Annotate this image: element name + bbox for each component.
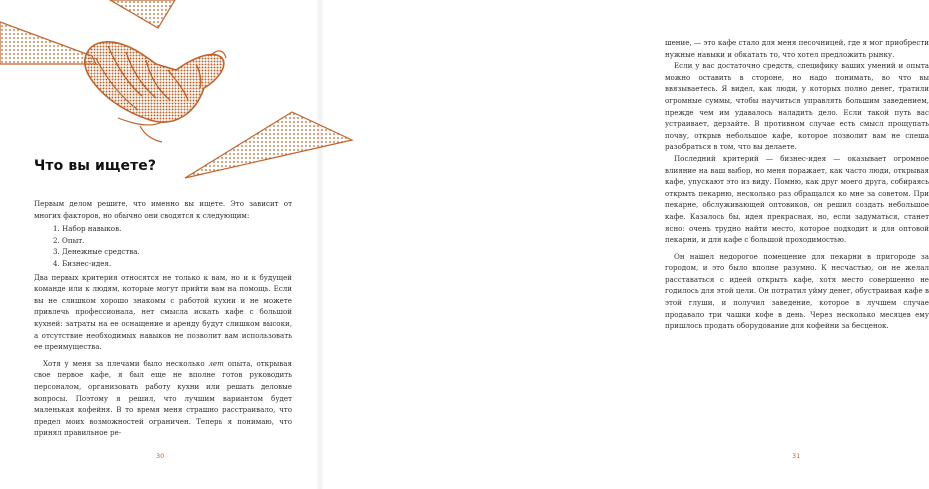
paragraph: Если у вас достаточно средств, специфику ваших умений и опыта можно оставить в стороне, но надо понимать, во что вы ввязываетесь. Я видел, как люди, у которых полно денег, тратили огромные суммы, чтобы научиться управлять большим заведением, прежде чем им удавалось наладить дело. Если такой путь вас устраивает, дерзайте. В противном случае есть смысл прощупать почву, открыв небольшое кафе, которое позволит вам не спеша разобраться в том, что вы делаете. [665,61,929,152]
intro-paragraph: Первым делом решите, что именно вы ищете. Это зависит от многих факторов, но обычно они сводятся к следующим: [34,199,292,220]
section-heading: Что вы ищете? [34,158,157,174]
paragraph: Последний критерий — бизнес-идея — оказывает огромное влияние на ваш выбор, но меня поражает, как часто люди, открывая кафе, упускают это из виду. Помню, как друг моего друга, собираясь открыть пекарню, несколько раз обращался ко мне за советом. При пекарне, обслуживающей оптовиков, он решил создать небольшое кафе. Казалось бы, идея прекрасная, но, если задуматься, станет ясно: очень трудно найти место, которое подходит и для оптовой пекарни, и для кафе с большой проходимостью. [665,153,929,245]
book-gutter [316,0,324,489]
paragraph: Он нашел недорогое помещение для пекарни в пригороде за городом, и это было вполне разумно. К несчастью, он не желал расставаться с идеей открыть кафе, хотя место совершенно не годилось для этой цели. Он потратил уйму денег, обустраивая кафе в этой глуши, и получил заведение, которое в лучшем случае продавало три чашки кофе в день. Через несколько месяцев ему пришлось продать оборудование для кофейни за бесценок. [665,251,929,331]
text-run: опыта, открывая свое первое кафе, я был еще не вполне готов руководить персоналом, организовать работу кухни или решать деловые вопросы. Поэтому я решил, что лучшим вариантом будет маленькая кофейня. В то время меня страшно расстраивало, что предел моих возможностей ограничен. Теперь я понимаю, что принял правильное ре- [34,358,293,438]
left-page-text [34,198,292,439]
paragraph [34,358,292,439]
criteria-list [34,223,292,269]
list-item: 4. Бизнес-идея. [53,258,112,268]
list-item: 3. Денежные средства. [53,247,140,257]
right-page-text [665,37,929,332]
paragraph: шение, — это кафе стало для меня песочницей, где я мог приобрести нужные навыки и обкатать то, что хотел предложить рынку. [665,38,929,59]
page-number: 30 [156,452,165,460]
left-page [0,0,320,489]
emphasis: лет [208,358,224,368]
list-item: 1. Набор навыков. [53,224,122,234]
right-page [320,0,929,489]
text-run: Хотя у меня за плечами было несколько [43,358,209,368]
list-item: 2. Опыт. [53,235,85,245]
page-number: 31 [792,452,801,460]
paragraph: Два первых критерия относятся не только к вам, но и к будущей команде или к людям, которые могут прийти вам на помощь. Если вы не слишком хорошо знакомы с работой кухни и не можете привлечь профессионала, нет смысла искать кафе с большой кухней: затраты на ее оснащение и аренду будут слишком высоки, а отсутствие необходимых навыков не позволит вам использовать ее преимущества. [34,272,292,352]
